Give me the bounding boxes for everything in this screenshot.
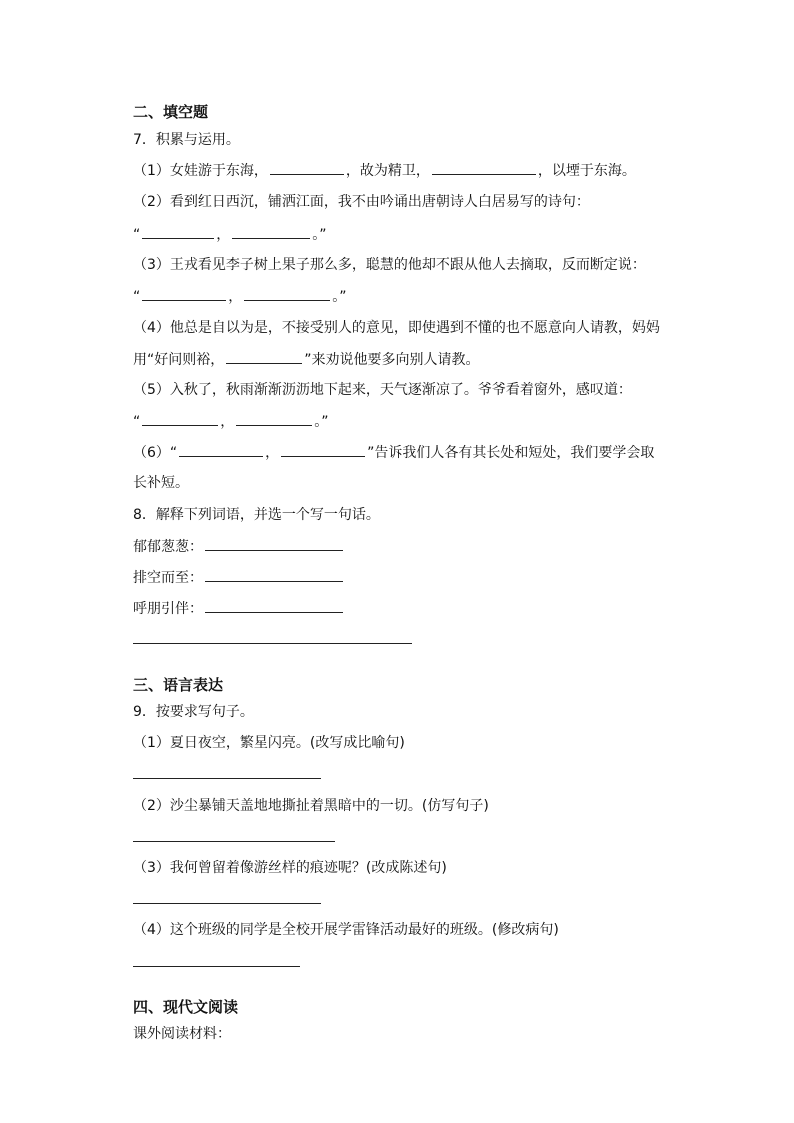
answer-blank[interactable] — [205, 599, 343, 613]
q9-sentence-1: （1）夏日夜空，繁星闪亮。(改写成比喻句) — [133, 735, 405, 751]
q7-part-6: （6）“ ， ”告诉我们人各有其长处和短处，我们要学会取 — [133, 445, 655, 461]
q7-part-4-cont: 用“好问则裕， ”来劝说他要多向别人请教。 — [133, 352, 480, 368]
answer-blank[interactable] — [236, 412, 312, 426]
q9-sentence-2: （2）沙尘暴铺天盖地地撕扯着黑暗中的一切。(仿写句子) — [133, 798, 489, 814]
answer-blank[interactable] — [142, 287, 226, 301]
q8-sentence-line[interactable] — [133, 643, 412, 644]
answer-blank[interactable] — [244, 287, 330, 301]
q9-sentence-4: （4）这个班级的同学是全校开展学雷锋活动最好的班级。(修改病句) — [133, 922, 559, 938]
answer-blank[interactable] — [226, 350, 302, 364]
q8-word-2: 排空而至： — [133, 568, 345, 587]
answer-blank[interactable] — [142, 225, 214, 239]
question-9-stem: 9．按要求写句子。 — [133, 704, 254, 720]
section-title-fill-in: 二、填空题 — [133, 103, 209, 121]
answer-blank[interactable] — [179, 443, 263, 457]
question-7-stem: 7．积累与运用。 — [133, 132, 240, 148]
question-8-stem: 8．解释下列词语，并选一个写一句话。 — [133, 507, 380, 523]
answer-blank[interactable] — [281, 443, 365, 457]
q9-sentence-3: （3）我何曾留着像游丝样的痕迹呢？(改成陈述句) — [133, 860, 447, 876]
q7-part-3-answer: “ ， 。” — [133, 289, 347, 305]
q7-part-5-answer: “ ， 。” — [133, 414, 329, 430]
q7-part-3: （3）王戎看见李子树上果子那么多，聪慧的他却不跟从他人去摘取，反而断定说： — [133, 257, 646, 273]
q8-word-3: 呼朋引伴： — [133, 599, 345, 618]
reading-material-intro: 课外阅读材料： — [133, 1026, 231, 1042]
q8-word-1: 郁郁葱葱： — [133, 537, 345, 556]
answer-blank[interactable] — [205, 537, 343, 551]
answer-blank[interactable] — [232, 225, 310, 239]
q7-part-5: （5）入秋了，秋雨渐渐沥沥地下起来，天气逐渐凉了。爷爷看着窗外，感叹道： — [133, 382, 632, 398]
q9-answer-line-3[interactable] — [133, 903, 321, 904]
q7-part-4: （4）他总是自以为是，不接受别人的意见，即使遇到不懂的也不愿意向人请教，妈妈 — [133, 320, 660, 336]
q7-part-1: （1）女娃游于东海， ，故为精卫， ，以堙于东海。 — [133, 163, 636, 179]
q9-answer-line-2[interactable] — [133, 841, 335, 842]
section-title-modern-reading: 四、现代文阅读 — [133, 998, 239, 1016]
q7-part-6-cont: 长补短。 — [133, 475, 189, 491]
answer-blank[interactable] — [205, 568, 343, 582]
answer-blank[interactable] — [270, 161, 344, 175]
section-title-language-expression: 三、语言表达 — [133, 676, 224, 694]
q7-part-2-answer: “ ， 。” — [133, 227, 327, 243]
q9-answer-line-4[interactable] — [133, 966, 300, 967]
q9-answer-line-1[interactable] — [133, 778, 321, 779]
answer-blank[interactable] — [142, 412, 218, 426]
answer-blank[interactable] — [432, 161, 536, 175]
q7-part-2: （2）看到红日西沉，铺洒江面，我不由吟诵出唐朝诗人白居易写的诗句： — [133, 194, 590, 210]
